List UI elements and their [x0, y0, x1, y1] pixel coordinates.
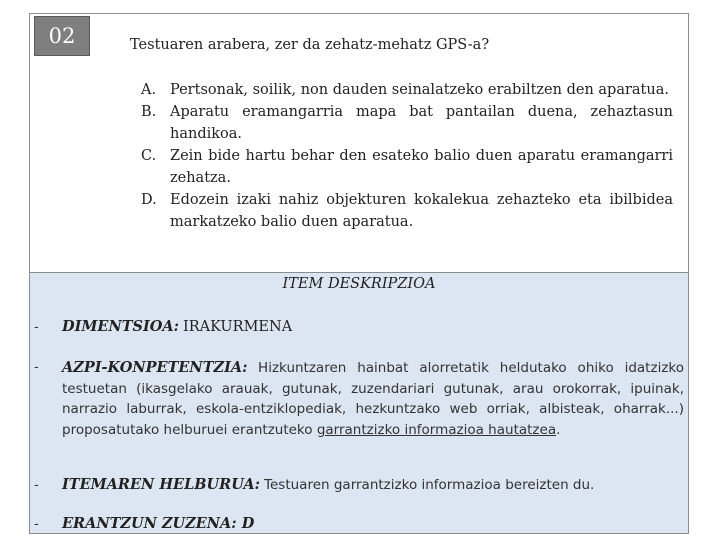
option-text: Aparatu eramangarria mapa bat pantailan duena, zehaztasun handikoa.: [170, 104, 673, 142]
subcompetence-label: AZPI-KONPETENTZIA:: [62, 359, 248, 376]
option-letter: D.: [141, 192, 157, 208]
question-text: Testuaren arabera, zer da zehatz-mehatz GPS-a?: [130, 37, 490, 53]
dimension-value: IRAKURMENA: [183, 319, 293, 335]
bullet-dash: -: [34, 320, 39, 335]
subcompetence-text: Hizkuntzaren hainbat alorretatik heldutako ohiko idatzizko testuetan (ikasgelako arauak, gutunak, zuzendariari gutunak, arau orokorrak, ipuinak, narrazio laburrak, eskola-entziklopediak, hezkuntzako web orriak, albisteak, oharrak...) proposatutako helburuei erantzuteko: [62, 360, 684, 439]
dimension-entry: [62, 318, 684, 336]
question-number-badge: 02: [34, 16, 90, 56]
answer-label: ERANTZUN ZUZENA: D: [62, 515, 255, 532]
subcompetence-end: .: [556, 422, 561, 439]
answer-options: [141, 79, 673, 233]
objective-value: Testuaren garrantzizko informazioa bereizten du.: [264, 477, 595, 493]
option-text: Pertsonak, soilik, non dauden seinalatzeko erabiltzen den aparatua.: [170, 82, 669, 98]
bullet-dash: -: [34, 478, 39, 493]
answer-entry: [62, 515, 684, 533]
option-d[interactable]: [141, 189, 673, 233]
item-description-panel: [30, 272, 688, 533]
option-c[interactable]: [141, 145, 673, 189]
option-a[interactable]: [141, 79, 673, 101]
subcompetence-entry: [62, 358, 684, 441]
option-letter: C.: [141, 148, 157, 164]
option-letter: A.: [141, 82, 157, 98]
option-text: Edozein izaki nahiz objekturen kokalekua zehazteko eta ibilbidea markatzeko balio duen aparatua.: [170, 192, 673, 230]
objective-label: ITEMAREN HELBURUA:: [62, 476, 261, 493]
dimension-label: DIMENTSIOA:: [62, 318, 179, 335]
bullet-dash: -: [34, 517, 39, 532]
option-letter: B.: [141, 104, 157, 120]
description-title: ITEM DESKRIPZIOA: [282, 276, 436, 292]
option-text: Zein bide hartu behar den esateko balio duen aparatu eramangarri zehatza.: [170, 148, 673, 186]
bullet-dash: -: [34, 360, 39, 375]
option-b[interactable]: [141, 101, 673, 145]
subcompetence-underlined: garrantzizko informazioa hautatzea: [316, 422, 557, 439]
objective-entry: [62, 476, 684, 494]
